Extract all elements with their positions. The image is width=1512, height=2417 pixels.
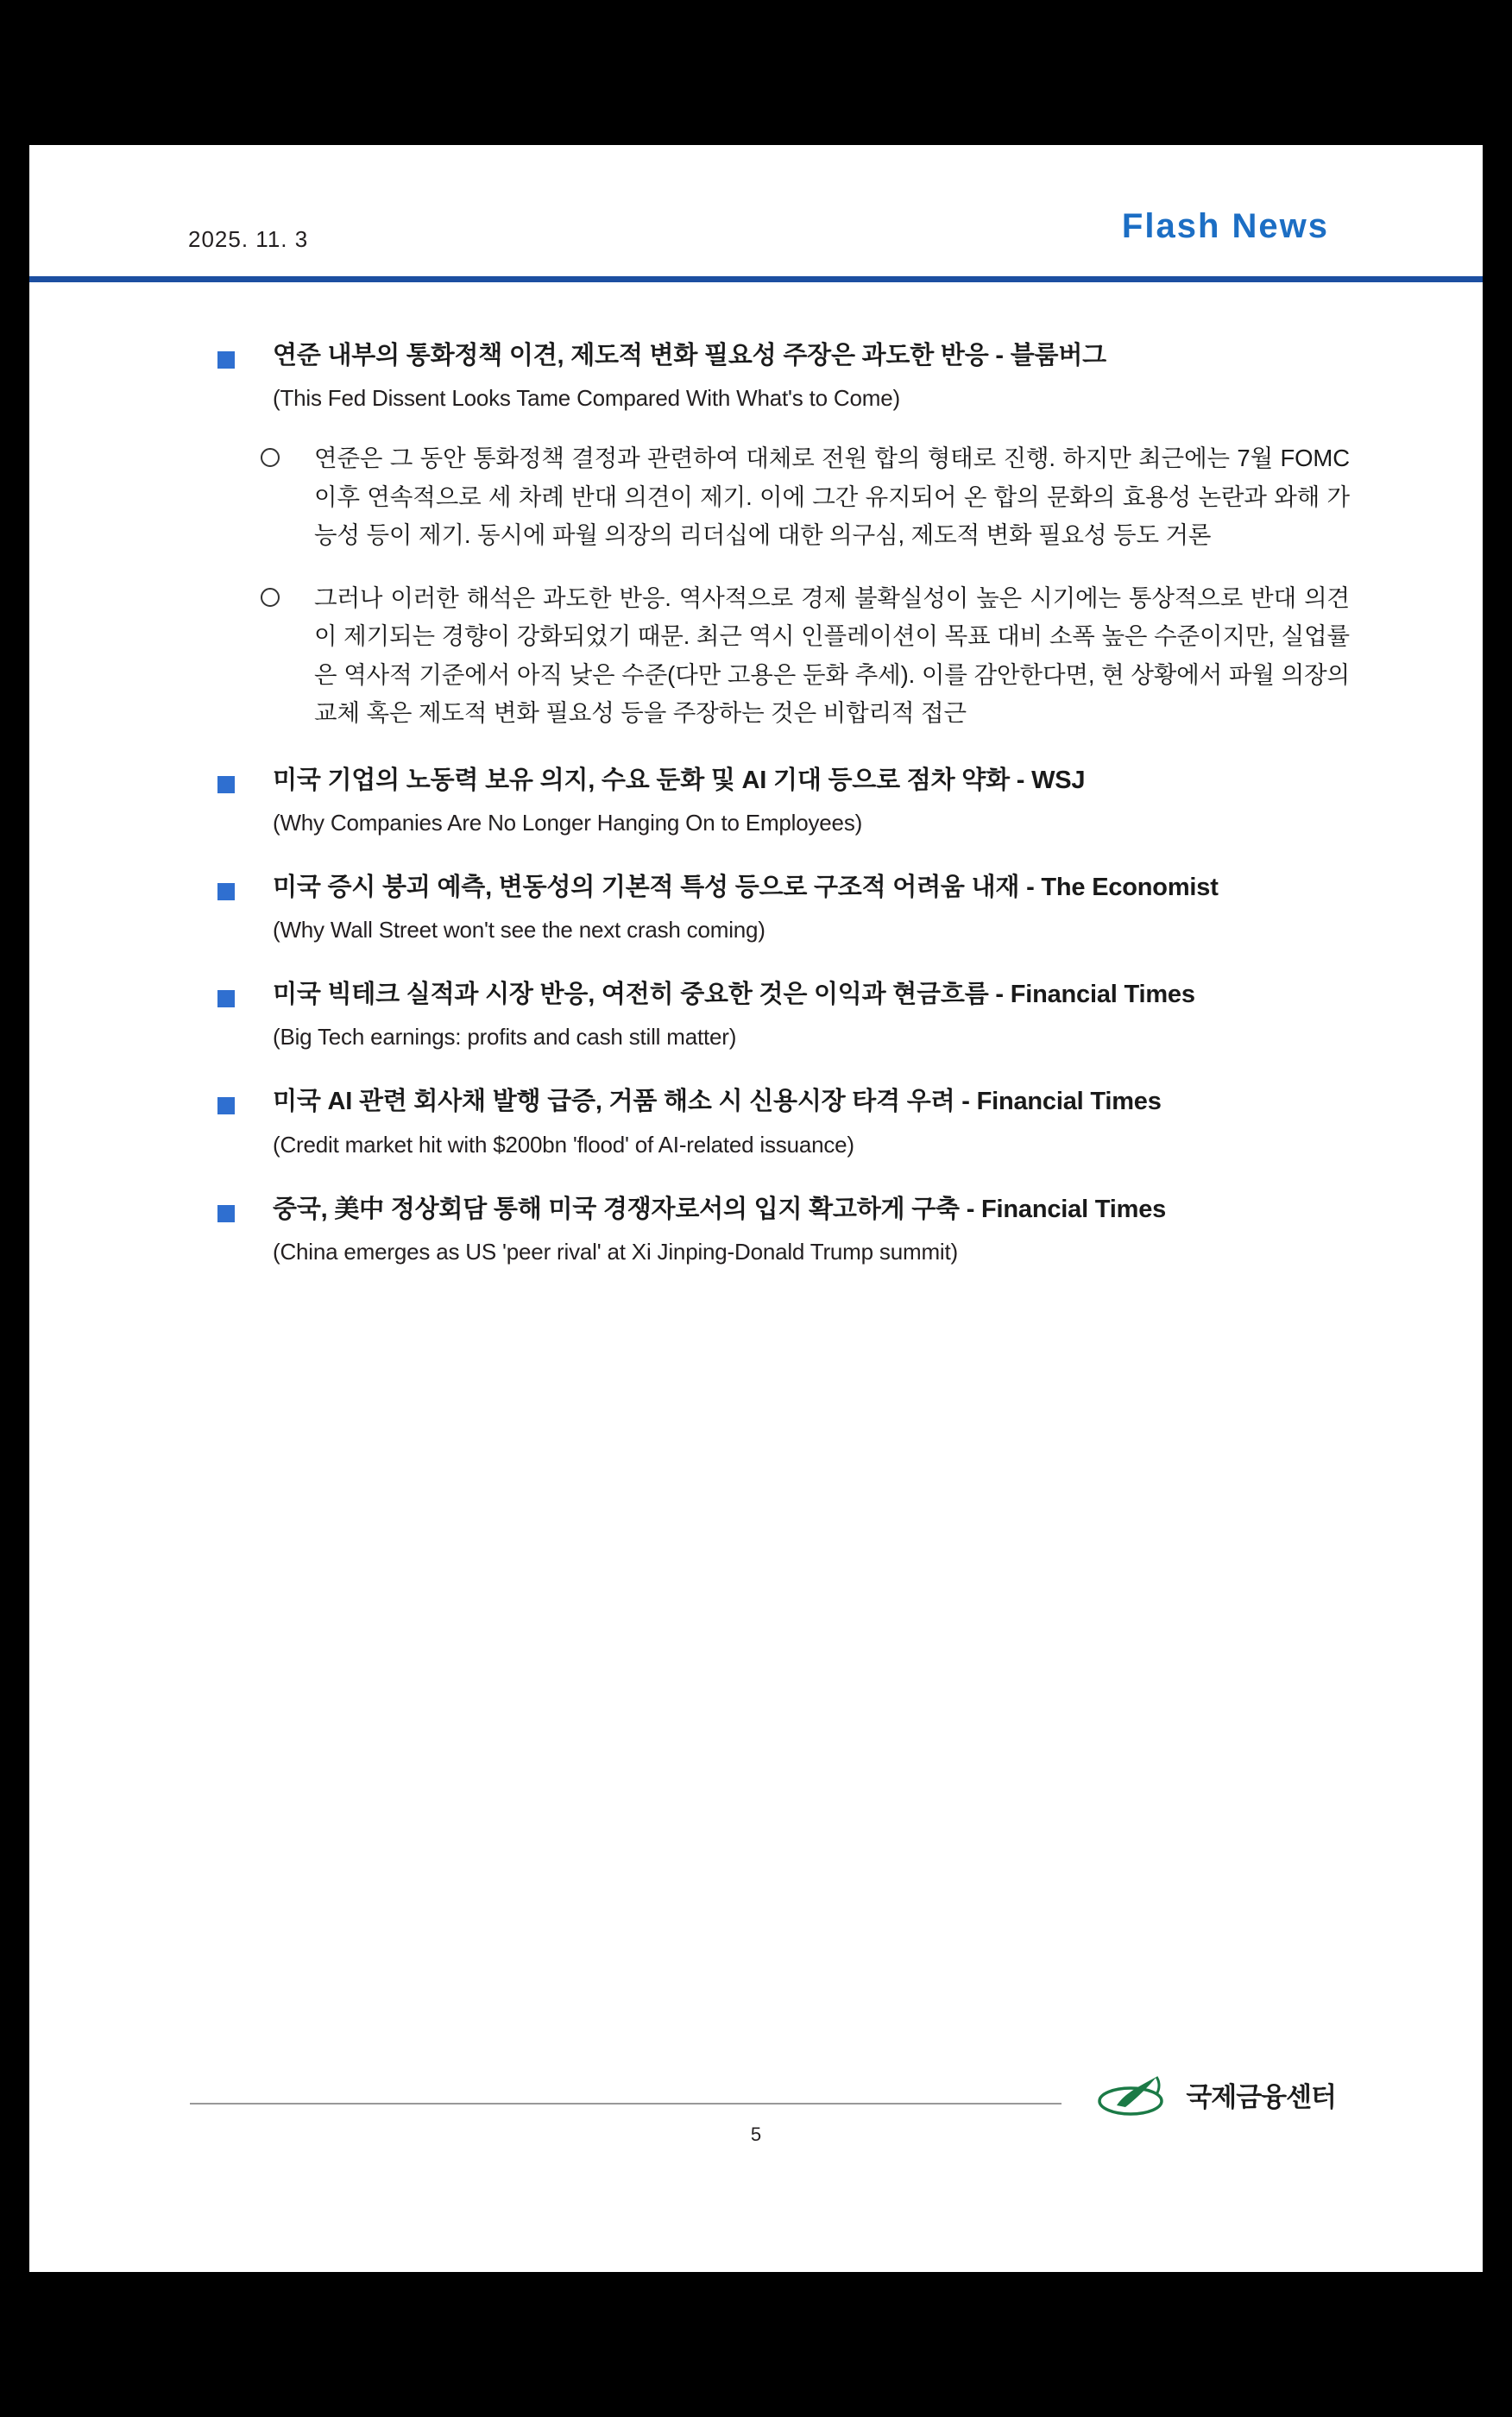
news-headline-kr: 미국 빅테크 실적과 시장 반응, 여전히 중요한 것은 이익과 현금흐름 - Financial Times <box>273 981 1195 1009</box>
news-headline-kr: 연준 내부의 통화정책 이견, 제도적 변화 필요성 주장은 과도한 반응 - 블룸버그 <box>273 342 1106 369</box>
news-item <box>29 871 1483 947</box>
square-bullet-icon <box>217 351 235 369</box>
footer-divider <box>190 2103 1062 2105</box>
news-detail <box>29 439 1483 555</box>
header-date: 2025. 11. 3 <box>188 226 309 252</box>
news-item <box>29 764 1483 840</box>
news-detail-text: 그러나 이러한 해석은 과도한 반응. 역사적으로 경제 불확실성이 높은 시기에는 통상적으로 반대 의견이 제기되는 경향이 강화되었기 때문. 최근 역시 인플레이션이 목표 대비 소폭 높은 수준이지만, 실업률은 역사적 기준에서 아직 낮은 수준(다만 고용은 둔화 추세). 이를 감안한다면, 현 상황에서 파월 의장의 교체 혹은 제도적 변화 필요성 등을 주장하는 것은 비합리적 접근 <box>314 584 1350 727</box>
news-item <box>29 978 1483 1054</box>
news-headline-en: (Why Companies Are No Longer Hanging On to Employees) <box>273 810 863 836</box>
news-headline-en: (China emerges as US 'peer rival' at Xi Jinping-Donald Trump summit) <box>273 1238 958 1265</box>
circle-bullet-icon <box>261 448 280 467</box>
news-item <box>29 339 1483 415</box>
news-headline-en: (Big Tech earnings: profits and cash still matter) <box>273 1024 737 1051</box>
news-headline-kr: 중국, 美中 정상회담 통해 미국 경쟁자로서의 입지 확고하게 구축 - Financial Times <box>273 1195 1167 1223</box>
document-page <box>29 145 1483 2272</box>
square-bullet-icon <box>217 990 235 1007</box>
news-headline-kr: 미국 AI 관련 회사채 발행 급증, 거품 해소 시 신용시장 타격 우려 - Financial Times <box>273 1088 1162 1116</box>
news-headline-kr: 미국 기업의 노동력 보유 의지, 수요 둔화 및 AI 기대 등으로 점차 약화 - WSJ <box>273 766 1086 794</box>
news-headline-en: (Why Wall Street won't see the next crash coming) <box>273 917 765 943</box>
news-detail <box>29 579 1483 733</box>
square-bullet-icon <box>217 1097 235 1114</box>
page-header <box>29 145 1483 252</box>
kcif-logo-icon <box>1096 2070 1175 2118</box>
news-headline-kr: 미국 증시 붕괴 예측, 변동성의 기본적 특성 등으로 구조적 어려움 내재 - The Economist <box>273 874 1219 902</box>
document-content <box>29 296 1483 1269</box>
footer-logo-text: 국제금융센터 <box>1186 2081 1336 2112</box>
circle-bullet-icon <box>261 588 280 607</box>
news-headline-en: (This Fed Dissent Looks Tame Compared With What's to Come) <box>273 385 900 412</box>
news-headline-en: (Credit market hit with $200bn 'flood' of AI-related issuance) <box>273 1131 854 1158</box>
page-title: Flash News <box>1121 207 1329 245</box>
header-divider <box>29 276 1483 282</box>
news-detail-text: 연준은 그 동안 통화정책 결정과 관련하여 대체로 전원 합의 형태로 진행. 하지만 최근에는 7월 FOMC 이후 연속적으로 세 차례 반대 의견이 제기. 이에 그간 유지되어 온 합의 문화의 효용성 논란과 와해 가능성 등이 제기. 동시에 파월 의장의 리더십에 대한 의구심, 제도적 변화 필요성 등도 거론 <box>314 445 1350 549</box>
news-item <box>29 1085 1483 1161</box>
square-bullet-icon <box>217 1205 235 1222</box>
news-item <box>29 1193 1483 1269</box>
footer-logo <box>1096 2068 1336 2120</box>
page-number: 5 <box>750 2124 762 2145</box>
square-bullet-icon <box>217 776 235 793</box>
square-bullet-icon <box>217 883 235 900</box>
